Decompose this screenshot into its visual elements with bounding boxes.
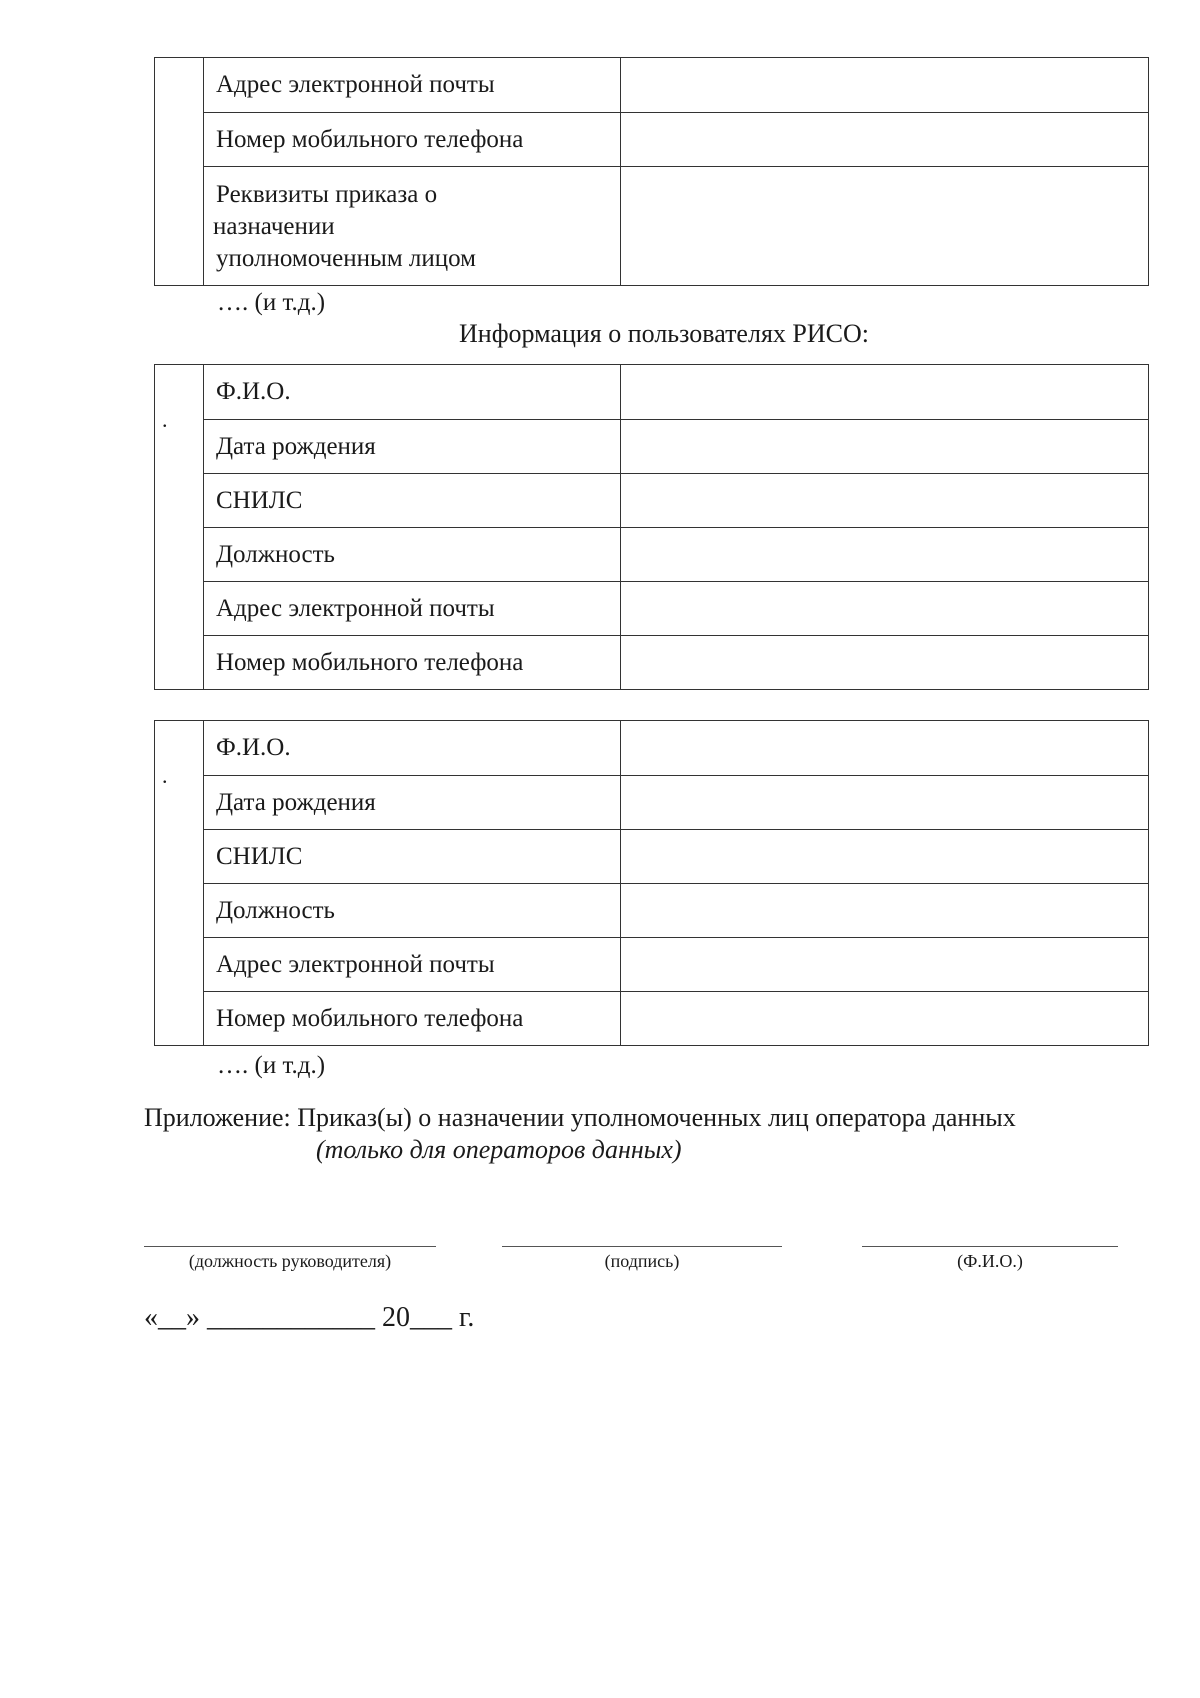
authorized-person-table: [154, 57, 1149, 286]
label-line: назначении: [213, 213, 335, 240]
field-value-phone[interactable]: [621, 113, 1148, 166]
etc-text: …. (и т.д.): [217, 289, 326, 316]
field-label-phone: Номер мобильного телефона: [204, 992, 621, 1045]
table-row: [204, 419, 1148, 473]
field-value[interactable]: [621, 830, 1148, 883]
table-row: [204, 991, 1148, 1045]
field-label-email: Адрес электронной почты: [204, 582, 621, 635]
field-label-email: Адрес электронной почты: [204, 58, 621, 112]
date-line[interactable]: «__» ____________ 20___ г.: [144, 1302, 475, 1333]
field-label-snils: СНИЛС: [204, 830, 621, 883]
signature-line-position[interactable]: [144, 1246, 436, 1247]
field-value[interactable]: [621, 636, 1148, 689]
row-marker: .: [162, 407, 168, 432]
field-value[interactable]: [621, 938, 1148, 991]
field-label-position: Должность: [204, 884, 621, 937]
table-row: [204, 473, 1148, 527]
field-value[interactable]: [621, 992, 1148, 1045]
field-label-email: Адрес электронной почты: [204, 938, 621, 991]
table-row: [204, 365, 1148, 419]
row-marker: .: [162, 763, 168, 788]
row-number-cell: [155, 365, 204, 689]
user-table-1: [154, 364, 1149, 690]
field-value[interactable]: [621, 420, 1148, 473]
field-value[interactable]: [621, 582, 1148, 635]
table-row: [204, 829, 1148, 883]
signature-caption-name: (Ф.И.О.): [957, 1251, 1023, 1271]
field-label-birthdate: Дата рождения: [204, 776, 621, 829]
table-row: [204, 721, 1148, 775]
table-row: [204, 775, 1148, 829]
field-value-email[interactable]: [621, 58, 1148, 112]
field-label-fio: Ф.И.О.: [204, 365, 621, 419]
signature-line-signature[interactable]: [502, 1246, 782, 1247]
label-line: уполномоченным лицом: [216, 245, 476, 272]
field-value[interactable]: [621, 528, 1148, 581]
etc-text: …. (и т.д.): [217, 1052, 326, 1079]
signature-line-name[interactable]: [862, 1246, 1118, 1247]
field-value[interactable]: [621, 474, 1148, 527]
row-number-cell: [155, 58, 204, 285]
field-label-birthdate: Дата рождения: [204, 420, 621, 473]
signature-caption-signature: (подпись): [604, 1251, 680, 1271]
field-value[interactable]: [621, 721, 1148, 775]
signature-caption-position: (должность руководителя): [188, 1251, 392, 1271]
table-row: [204, 635, 1148, 689]
table-row: [204, 58, 1148, 112]
field-label-fio: Ф.И.О.: [204, 721, 621, 775]
field-value[interactable]: [621, 884, 1148, 937]
appendix-note: (только для операторов данных): [316, 1135, 682, 1164]
table-row: [204, 112, 1148, 166]
table-row: [204, 937, 1148, 991]
field-label-order-details: [204, 167, 621, 285]
field-label-phone: Номер мобильного телефона: [204, 636, 621, 689]
field-label-snils: СНИЛС: [204, 474, 621, 527]
table-row: [204, 166, 1148, 285]
field-label-phone: Номер мобильного телефона: [204, 113, 621, 166]
field-value-order-details[interactable]: [621, 167, 1148, 285]
row-number-cell: [155, 721, 204, 1045]
table-row: [204, 883, 1148, 937]
table-row: [204, 581, 1148, 635]
field-value[interactable]: [621, 365, 1148, 419]
label-line: Реквизиты приказа о: [216, 181, 438, 208]
appendix-text: Приложение: Приказ(ы) о назначении уполномоченных лиц оператора данных: [144, 1103, 1016, 1132]
users-heading: Информация о пользователях РИСО:: [459, 319, 869, 348]
field-label-position: Должность: [204, 528, 621, 581]
table-row: [204, 527, 1148, 581]
field-value[interactable]: [621, 776, 1148, 829]
user-table-2: [154, 720, 1149, 1046]
